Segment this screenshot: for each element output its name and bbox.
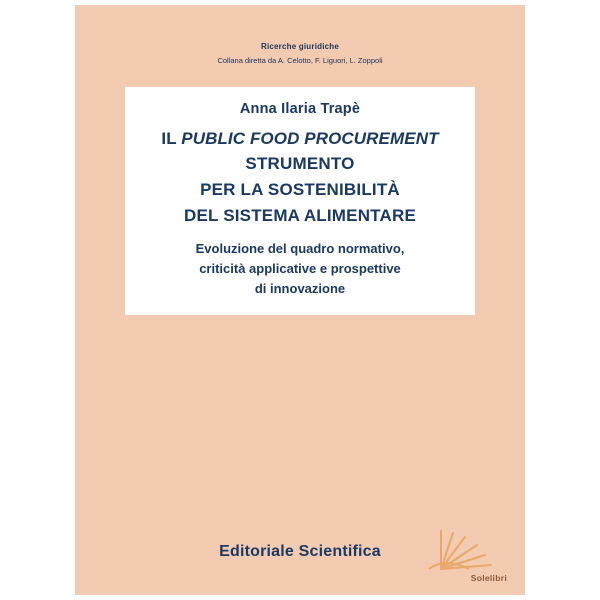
book-cover xyxy=(75,5,525,595)
title-line-1-italic: PUBLIC FOOD PROCUREMENT xyxy=(181,129,439,148)
series-title: Ricerche giuridiche xyxy=(260,42,340,51)
series-block xyxy=(75,41,525,67)
publisher-name: Editoriale Scientifica xyxy=(219,543,381,560)
author-name: Anna Ilaria Trapè xyxy=(239,101,361,117)
title-line-1-prefix: IL xyxy=(161,129,182,148)
subtitle-line-1: Evoluzione del quadro normativo, xyxy=(195,241,405,256)
subtitle-line-3: di innovazione xyxy=(254,281,346,296)
subtitle xyxy=(141,239,459,299)
logo-label: Solelibri xyxy=(470,573,507,583)
title-line-2: STRUMENTO xyxy=(245,154,355,173)
title-line-4: DEL SISTEMA ALIMENTARE xyxy=(183,206,417,225)
series-editors: Collana diretta da A. Celotto, F. Liguori, L. Zoppoli xyxy=(217,56,383,65)
title-line-1 xyxy=(141,126,459,151)
subtitle-line-2: criticità applicative e prospettive xyxy=(199,261,401,276)
title-line-3: PER LA SOSTENIBILITÀ xyxy=(200,180,400,199)
title-panel xyxy=(125,87,475,315)
